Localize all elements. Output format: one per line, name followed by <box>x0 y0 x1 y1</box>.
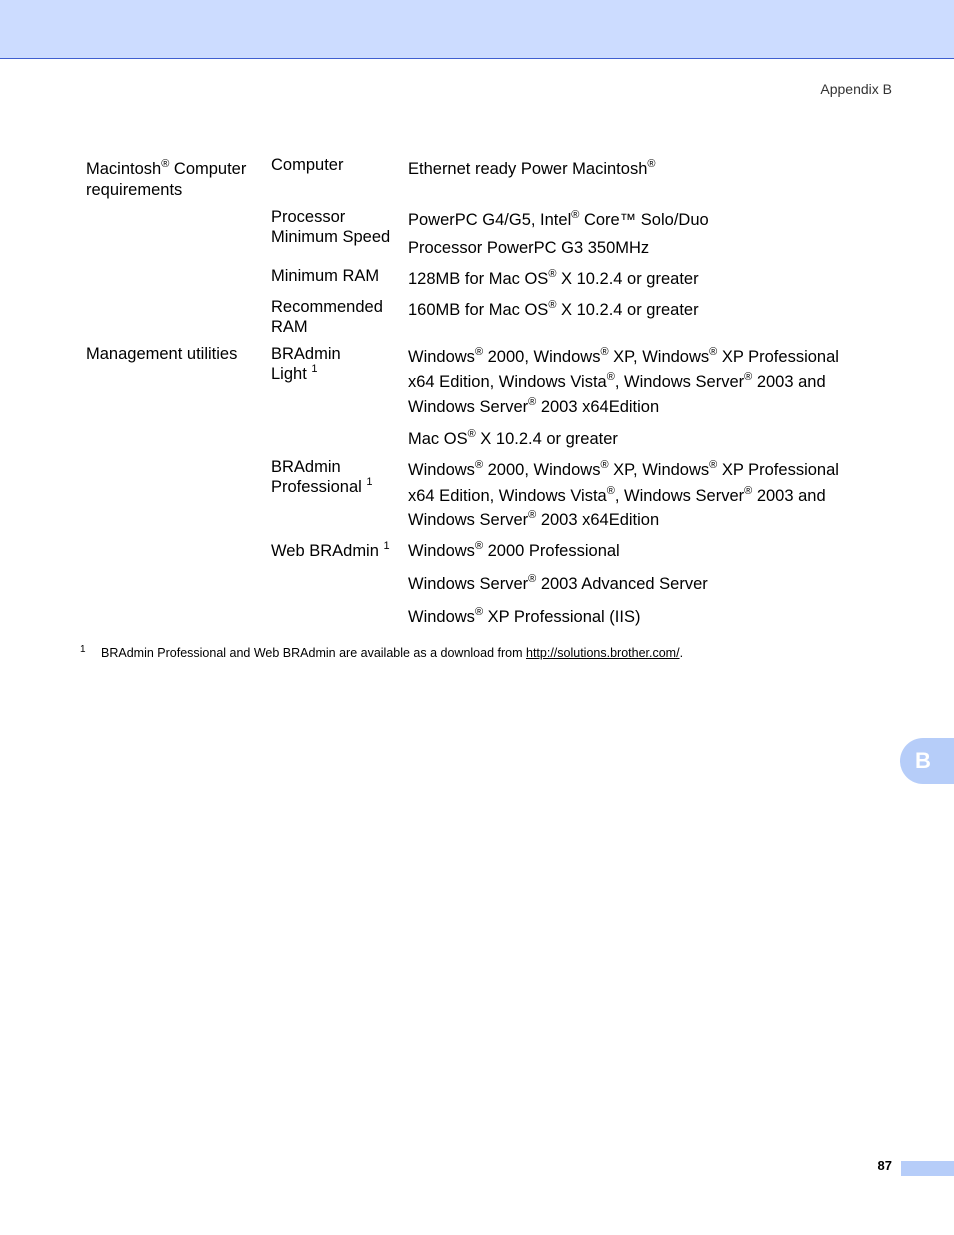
running-head: Appendix B <box>820 81 892 97</box>
web-bradmin-label: Web BRAdmin $^1$ <box>271 540 390 560</box>
minimum-ram-label: Minimum RAM <box>271 267 380 285</box>
bradmin-professional-os-line1: Windows® 2000, Windows® XP, Windows® XP Professional <box>408 459 839 479</box>
appendix-side-tab: B <box>900 738 954 784</box>
bradmin-light-os-line1: Windows® 2000, Windows® XP, Windows® XP Professional <box>408 346 839 366</box>
processor-label: Processor <box>271 208 346 226</box>
macintosh-requirements-label: Macintosh® Computer <box>86 158 247 178</box>
bradmin-light-os-line2: x64 Edition, Windows Vista®, Windows Server® 2003 and <box>408 371 826 391</box>
recommended-ram-label-line2: RAM <box>271 318 308 336</box>
bradmin-professional-label-line2: Professional $^1$ <box>271 476 373 496</box>
footnote-mark: 1 <box>80 644 86 655</box>
page-number: 87 <box>877 1158 892 1173</box>
web-bradmin-os-line2: Windows Server® 2003 Advanced Server <box>408 573 708 593</box>
bradmin-light-os-line3: Windows Server® 2003 x64Edition <box>408 396 660 416</box>
minimum-speed-value: Processor PowerPC G3 350MHz <box>408 239 650 257</box>
recommended-ram-value: 160MB for Mac OS® X 10.2.4 or greater <box>408 299 699 319</box>
footnote-text: BRAdmin Professional and Web BRAdmin are available as a download from http://solutions.brother.com/. <box>101 646 684 660</box>
minimum-speed-label: Minimum Speed <box>271 228 391 246</box>
header-band <box>0 0 954 59</box>
recommended-ram-label: Recommended <box>271 298 383 316</box>
processor-value: PowerPC G4/G5, Intel® Core™ Solo/Duo <box>408 209 709 229</box>
bradmin-light-label-line2: Light $^1$ <box>271 363 318 383</box>
management-utilities-label: Management utilities <box>86 345 238 363</box>
minimum-ram-value: 128MB for Mac OS® X 10.2.4 or greater <box>408 268 699 288</box>
macintosh-requirements-label-line2: requirements <box>86 181 183 199</box>
computer-label: Computer <box>271 156 344 174</box>
page-number-bar <box>901 1161 954 1176</box>
computer-value: Ethernet ready Power Macintosh® <box>408 158 656 178</box>
web-bradmin-os-line1: Windows® 2000 Professional <box>408 540 620 560</box>
bradmin-professional-os-line3: Windows Server® 2003 x64Edition <box>408 509 660 529</box>
bradmin-light-label: BRAdmin <box>271 345 341 363</box>
bradmin-professional-label: BRAdmin <box>271 458 341 476</box>
solutions-brother-link[interactable]: http://solutions.brother.com/ <box>526 646 680 660</box>
bradmin-light-mac-os: Mac OS® X 10.2.4 or greater <box>408 428 618 448</box>
web-bradmin-os-line3: Windows® XP Professional (IIS) <box>408 606 641 626</box>
bradmin-professional-os-line2: x64 Edition, Windows Vista®, Windows Server® 2003 and <box>408 485 826 505</box>
